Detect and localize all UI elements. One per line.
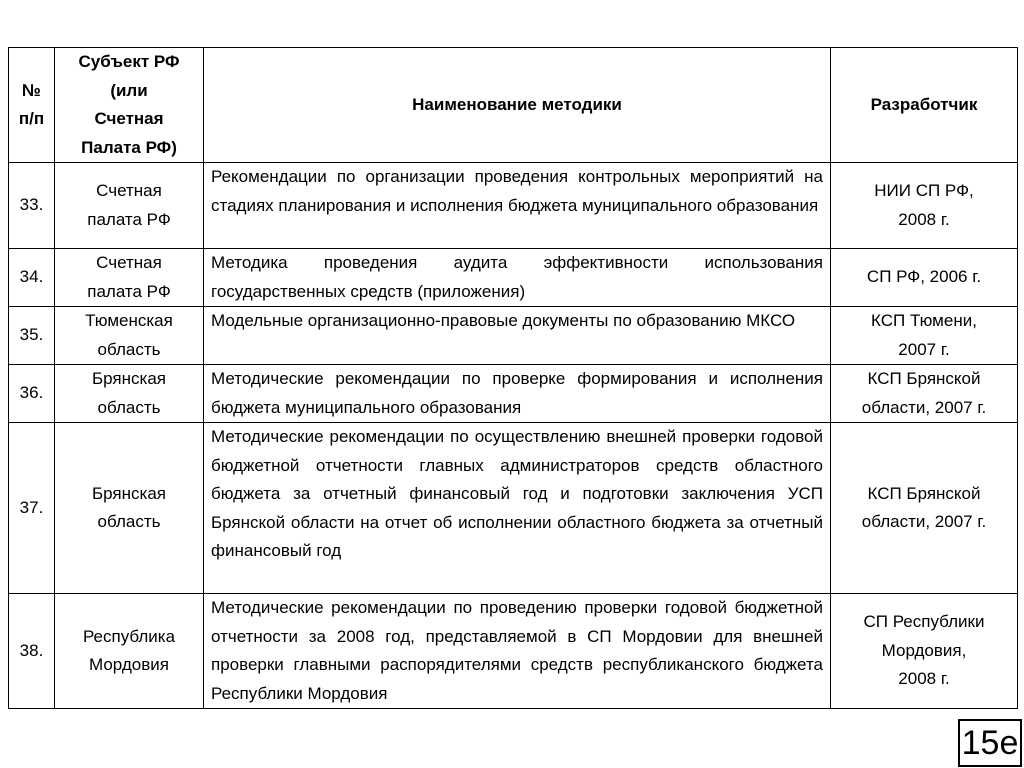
row-developer: КСП Брянской области, 2007 г. [831,423,1018,594]
methodology-table [8,47,1018,709]
table-row [9,423,1018,594]
table-row [9,365,1018,423]
table-row [9,163,1018,249]
page-number-badge: 15е [958,719,1022,767]
row-number: 35. [9,307,55,365]
row-subject: Тюменская область [55,307,204,365]
row-number: 37. [9,423,55,594]
row-developer: КСП Тюмени, 2007 г. [831,307,1018,365]
row-subject: Счетная палата РФ [55,249,204,307]
header-subject: Субъект РФ (или Счетная Палата РФ) [55,48,204,163]
table-header-row [9,48,1018,163]
row-method-name: Методические рекомендации по проведению проверки годовой бюджетной отчетности за 2008 год, представляемой в СП Мордовии для внешней проверки главными распорядителями средств республиканского бюджета Республики Мордовия [204,594,831,709]
header-number: № п/п [9,48,55,163]
row-number: 33. [9,163,55,249]
row-subject: Республика Мордовия [55,594,204,709]
table-row [9,249,1018,307]
row-method-name: Рекомендации по организации проведения контрольных мероприятий на стадиях планирования и исполнения бюджета муниципального образования [204,163,831,249]
row-developer: СП Республики Мордовия, 2008 г. [831,594,1018,709]
row-developer: КСП Брянской области, 2007 г. [831,365,1018,423]
row-developer: СП РФ, 2006 г. [831,249,1018,307]
header-developer: Разработчик [831,48,1018,163]
row-method-name: Методические рекомендации по осуществлению внешней проверки годовой бюджетной отчетности главных администраторов средств областного бюджета за отчетный финансовый год и подготовки заключения УСП Брянской области на отчет об исполнении областного бюджета за отчетный финансовый год [204,423,831,594]
row-number: 36. [9,365,55,423]
row-subject: Брянская область [55,365,204,423]
row-subject: Брянская область [55,423,204,594]
table-row [9,594,1018,709]
row-method-name: Методика проведения аудита эффективности использования государственных средств (приложения) [204,249,831,307]
row-method-name: Модельные организационно-правовые документы по образованию МКСО [204,307,831,365]
table-row [9,307,1018,365]
row-subject: Счетная палата РФ [55,163,204,249]
row-developer: НИИ СП РФ, 2008 г. [831,163,1018,249]
header-method-name: Наименование методики [204,48,831,163]
row-method-name: Методические рекомендации по проверке формирования и исполнения бюджета муниципального образования [204,365,831,423]
row-number: 34. [9,249,55,307]
row-number: 38. [9,594,55,709]
